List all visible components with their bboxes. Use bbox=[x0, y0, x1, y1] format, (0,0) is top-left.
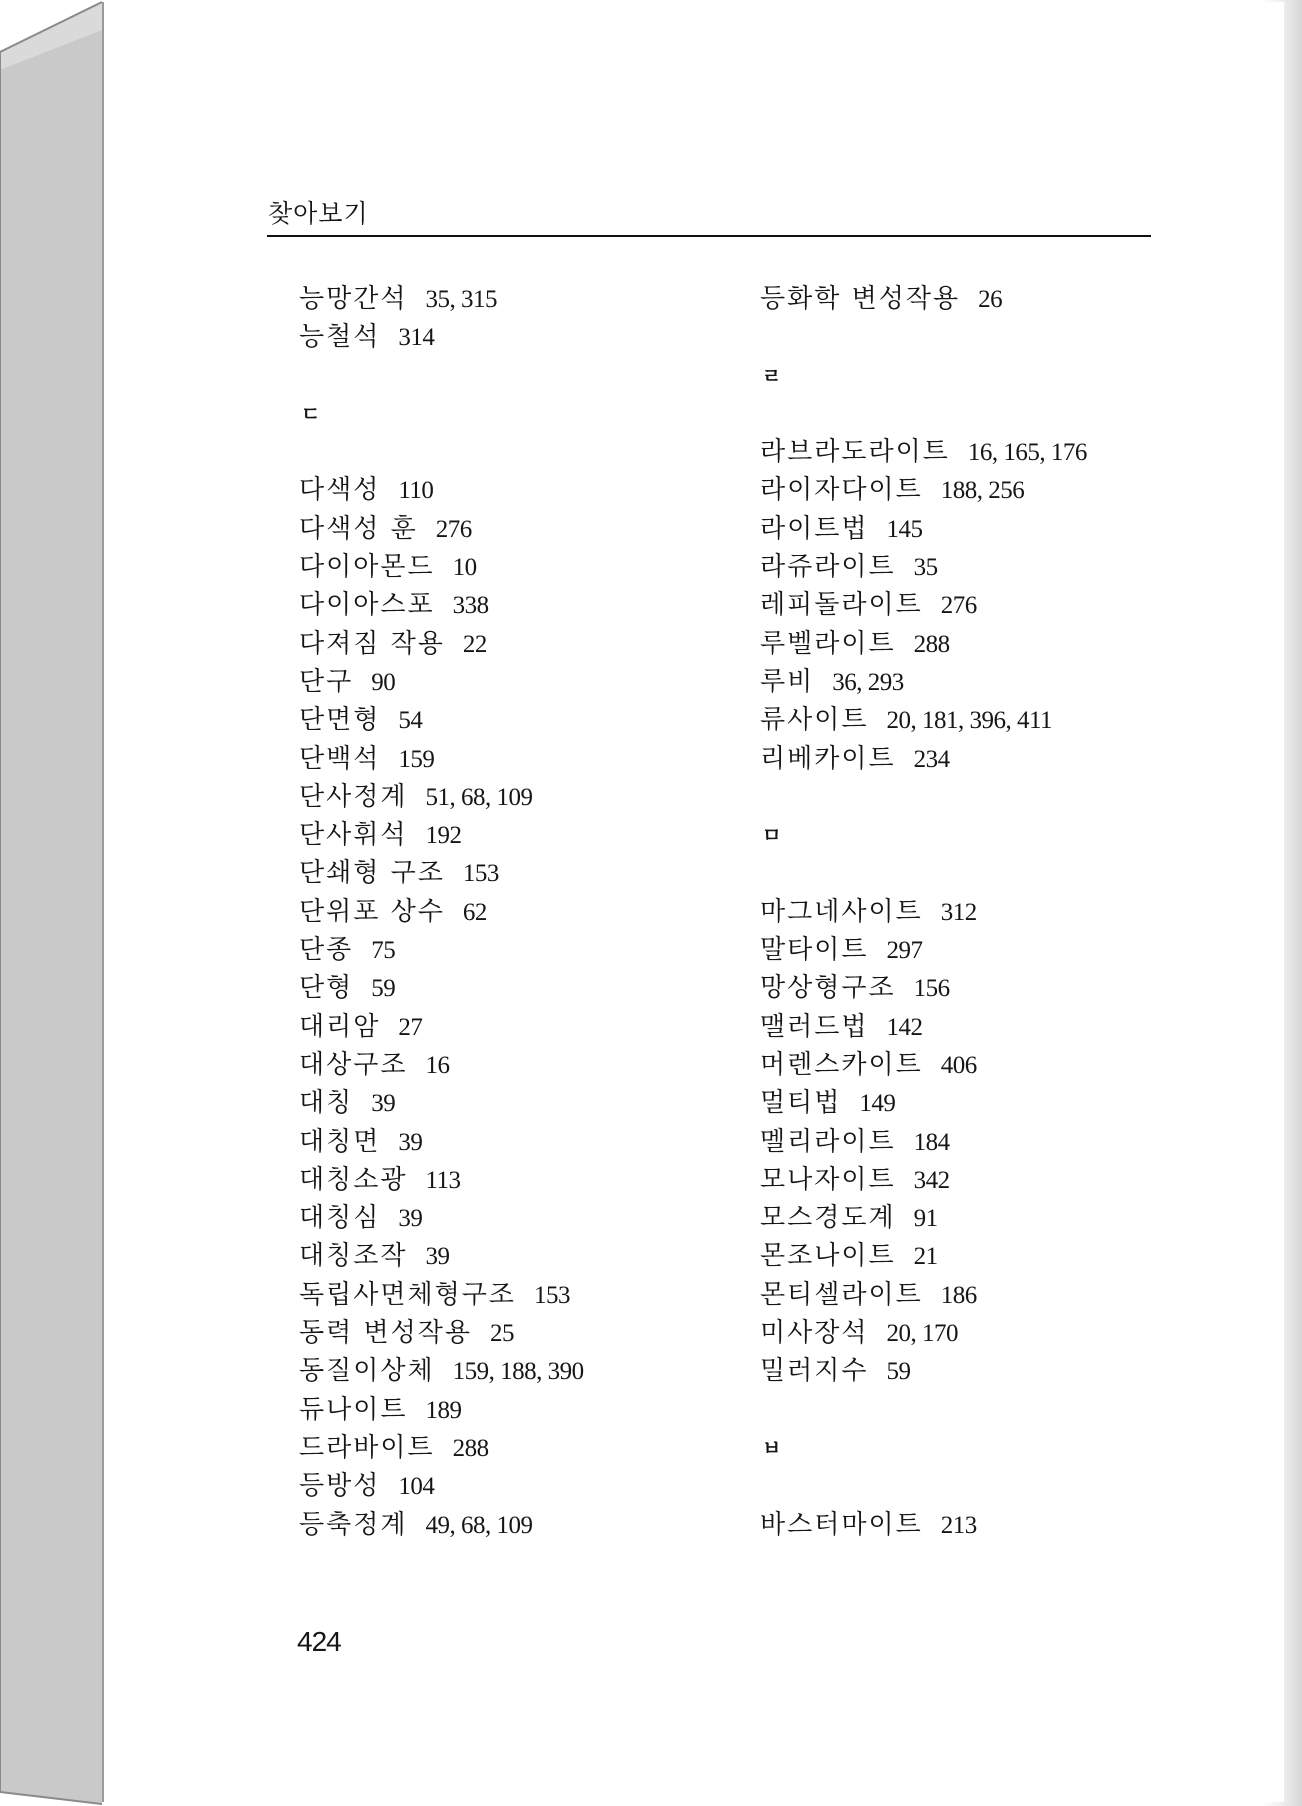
index-page-refs: 54 bbox=[398, 707, 423, 735]
running-head: 찾아보기 bbox=[268, 199, 369, 228]
index-term: 머렌스카이트 bbox=[760, 1049, 923, 1080]
index-term: 모스경도계 bbox=[760, 1203, 896, 1234]
book-spine-side bbox=[0, 0, 102, 1806]
index-page-refs: 342 bbox=[913, 1166, 950, 1194]
index-term: 말타이트 bbox=[760, 935, 869, 966]
index-term: 라쥬라이트 bbox=[760, 552, 896, 583]
index-term: 단면형 bbox=[299, 705, 381, 736]
index-page-refs: 49, 68, 109 bbox=[425, 1511, 533, 1539]
index-entry bbox=[299, 1467, 584, 1505]
index-page bbox=[102, 2, 1284, 1802]
index-entry bbox=[760, 1314, 1087, 1352]
index-term: 대칭심 bbox=[299, 1203, 381, 1234]
index-term: 대리암 bbox=[299, 1011, 381, 1042]
index-page-refs: 16, 165, 176 bbox=[967, 439, 1087, 467]
index-term: 동력 변성작용 bbox=[299, 1318, 472, 1349]
index-entry bbox=[760, 471, 1087, 509]
index-term: 라이트법 bbox=[760, 513, 869, 544]
index-page-refs: 338 bbox=[452, 592, 489, 620]
index-entry bbox=[760, 1161, 1087, 1199]
index-term: 밀러지수 bbox=[760, 1356, 869, 1387]
index-entry bbox=[760, 1506, 1087, 1544]
index-page-refs: 26 bbox=[978, 286, 1003, 313]
index-term: 단사휘석 bbox=[299, 820, 408, 851]
index-term: 단종 bbox=[299, 935, 354, 966]
index-page-refs: 10 bbox=[452, 554, 477, 582]
index-term: 몬조나이트 bbox=[760, 1241, 896, 1272]
index-entry bbox=[299, 1314, 584, 1352]
index-entry bbox=[760, 893, 1087, 931]
index-term: 등방성 bbox=[299, 1471, 381, 1502]
index-column-right bbox=[760, 280, 1087, 1544]
index-entry bbox=[760, 1276, 1087, 1314]
index-entry bbox=[299, 1391, 584, 1429]
index-page-refs: 22 bbox=[462, 630, 487, 658]
index-page-refs: 104 bbox=[398, 1473, 435, 1501]
index-term: 대칭면 bbox=[299, 1126, 381, 1157]
index-entry bbox=[299, 280, 584, 318]
index-page-refs: 406 bbox=[940, 1051, 977, 1079]
index-page-refs: 59 bbox=[886, 1358, 911, 1386]
index-entry bbox=[760, 663, 1087, 701]
index-page-refs: 35, 315 bbox=[425, 286, 497, 313]
index-term: 대칭조작 bbox=[299, 1241, 408, 1272]
index-entry bbox=[299, 1084, 584, 1122]
header-rule bbox=[267, 235, 1151, 237]
index-entry bbox=[299, 969, 584, 1007]
index-page-refs: 35 bbox=[913, 554, 938, 582]
index-entry bbox=[299, 510, 584, 548]
index-term: 대칭 bbox=[299, 1088, 354, 1119]
index-entry bbox=[299, 663, 584, 701]
index-entry bbox=[760, 969, 1087, 1007]
index-page-refs: 184 bbox=[913, 1128, 950, 1156]
index-entry bbox=[760, 1123, 1087, 1161]
index-term: 다색성 bbox=[299, 475, 381, 506]
index-entry bbox=[760, 433, 1087, 471]
index-entry bbox=[299, 778, 584, 816]
index-page-refs: 276 bbox=[435, 515, 472, 543]
index-page-refs: 234 bbox=[913, 745, 950, 773]
index-term: 듀나이트 bbox=[299, 1394, 408, 1425]
index-entry bbox=[299, 1352, 584, 1390]
index-entry bbox=[299, 931, 584, 969]
index-entry bbox=[760, 1084, 1087, 1122]
index-term: 대칭소광 bbox=[299, 1164, 408, 1195]
index-term: 망상형구조 bbox=[760, 973, 896, 1004]
index-page-refs: 39 bbox=[425, 1243, 450, 1271]
index-entry bbox=[299, 1161, 584, 1199]
index-page-refs: 142 bbox=[886, 1013, 923, 1041]
index-entry bbox=[299, 586, 584, 624]
index-term: 바스터마이트 bbox=[760, 1509, 923, 1540]
index-column-left bbox=[299, 280, 584, 1544]
index-page-refs: 39 bbox=[398, 1205, 423, 1233]
index-page-refs: 153 bbox=[533, 1281, 570, 1309]
index-entry bbox=[299, 1429, 584, 1467]
index-page-refs: 39 bbox=[398, 1128, 423, 1156]
index-term: 드라바이트 bbox=[299, 1432, 435, 1463]
index-term: 단형 bbox=[299, 973, 354, 1004]
index-page-refs: 288 bbox=[452, 1434, 489, 1462]
section-heading: ㅂ bbox=[762, 1435, 782, 1460]
spacer bbox=[760, 318, 1087, 356]
index-entry bbox=[299, 471, 584, 509]
index-term: 리베카이트 bbox=[760, 743, 896, 774]
index-entry bbox=[760, 1237, 1087, 1275]
index-page-refs: 51, 68, 109 bbox=[425, 783, 533, 811]
index-term: 단사정계 bbox=[299, 781, 408, 812]
index-term: 대상구조 bbox=[299, 1049, 408, 1080]
index-term: 라이자다이트 bbox=[760, 475, 923, 506]
index-term: 다이아몬드 bbox=[299, 552, 435, 583]
spacer bbox=[760, 395, 1087, 433]
spacer bbox=[760, 778, 1087, 816]
index-page-refs: 159 bbox=[398, 745, 435, 773]
index-entry bbox=[760, 701, 1087, 739]
index-entry bbox=[299, 740, 584, 778]
index-page-refs: 156 bbox=[913, 975, 950, 1003]
section-heading: ㄹ bbox=[762, 363, 782, 388]
index-entry bbox=[299, 1008, 584, 1046]
index-entry bbox=[299, 893, 584, 931]
index-page-refs: 297 bbox=[886, 937, 923, 965]
index-page-refs: 90 bbox=[371, 668, 396, 696]
index-page-refs: 312 bbox=[940, 898, 977, 926]
index-term: 다이아스포 bbox=[299, 590, 435, 621]
index-page-refs: 192 bbox=[425, 822, 462, 850]
page-number: 424 bbox=[297, 1626, 341, 1657]
index-page-refs: 113 bbox=[425, 1166, 461, 1194]
index-page-refs: 288 bbox=[913, 630, 950, 658]
spacer bbox=[299, 357, 584, 395]
index-term: 능망간석 bbox=[299, 284, 408, 314]
index-term: 단위포 상수 bbox=[299, 896, 445, 927]
index-page-refs: 16 bbox=[425, 1051, 450, 1079]
index-entry bbox=[299, 625, 584, 663]
section-heading: ㄷ bbox=[301, 401, 321, 426]
index-term: 단구 bbox=[299, 666, 354, 697]
index-term: 루비 bbox=[760, 666, 815, 697]
index-entry bbox=[760, 931, 1087, 969]
index-entry bbox=[760, 1046, 1087, 1084]
index-page-refs: 20, 181, 396, 411 bbox=[886, 707, 1053, 735]
index-term: 미사장석 bbox=[760, 1318, 869, 1349]
section-heading: ㅁ bbox=[762, 823, 782, 848]
index-term: 멜리라이트 bbox=[760, 1126, 896, 1157]
index-entry bbox=[760, 625, 1087, 663]
index-term: 동질이상체 bbox=[299, 1356, 435, 1387]
index-page-refs: 110 bbox=[398, 477, 434, 505]
index-term: 멀티법 bbox=[760, 1088, 842, 1119]
spacer bbox=[299, 433, 584, 471]
index-page-refs: 25 bbox=[489, 1320, 514, 1348]
index-entry bbox=[299, 701, 584, 739]
index-term: 모나자이트 bbox=[760, 1164, 896, 1195]
index-entry bbox=[299, 1237, 584, 1275]
index-page-refs: 39 bbox=[371, 1090, 396, 1118]
spacer bbox=[760, 854, 1087, 892]
index-entry bbox=[760, 280, 1087, 318]
index-term: 몬티셀라이트 bbox=[760, 1279, 923, 1310]
index-page-refs: 62 bbox=[462, 898, 487, 926]
index-page-refs: 145 bbox=[886, 515, 923, 543]
index-entry bbox=[299, 1199, 584, 1237]
index-term: 다져짐 작용 bbox=[299, 628, 445, 659]
index-term: 독립사면체형구조 bbox=[299, 1279, 516, 1310]
spacer bbox=[760, 1391, 1087, 1429]
index-term: 레피돌라이트 bbox=[760, 590, 923, 621]
index-entry bbox=[299, 1276, 584, 1314]
index-page-refs: 36, 293 bbox=[832, 668, 904, 696]
index-entry bbox=[299, 1506, 584, 1544]
index-term: 능철석 bbox=[299, 322, 381, 353]
index-entry bbox=[760, 548, 1087, 586]
index-term: 라브라도라이트 bbox=[760, 437, 950, 468]
index-entry bbox=[299, 816, 584, 854]
index-entry bbox=[299, 318, 584, 356]
index-term: 루벨라이트 bbox=[760, 628, 896, 659]
index-page-refs: 188, 256 bbox=[940, 477, 1025, 505]
index-page-refs: 276 bbox=[940, 592, 977, 620]
index-page-refs: 314 bbox=[398, 324, 435, 352]
index-entry bbox=[760, 1199, 1087, 1237]
index-entry bbox=[299, 1046, 584, 1084]
index-term: 등화학 변성작용 bbox=[760, 284, 961, 314]
index-term: 단쇄형 구조 bbox=[299, 858, 445, 889]
index-entry bbox=[760, 1008, 1087, 1046]
index-page-refs: 59 bbox=[371, 975, 396, 1003]
index-page-refs: 21 bbox=[913, 1243, 938, 1271]
index-entry bbox=[760, 740, 1087, 778]
spacer bbox=[760, 1467, 1087, 1505]
index-page-refs: 75 bbox=[371, 937, 396, 965]
index-page-refs: 189 bbox=[425, 1396, 462, 1424]
index-entry bbox=[760, 510, 1087, 548]
index-entry bbox=[760, 586, 1087, 624]
index-page-refs: 159, 188, 390 bbox=[452, 1358, 584, 1386]
index-page-refs: 27 bbox=[398, 1013, 423, 1041]
index-entry bbox=[299, 1123, 584, 1161]
index-entry bbox=[760, 1352, 1087, 1390]
index-term: 마그네사이트 bbox=[760, 896, 923, 927]
index-page-refs: 213 bbox=[940, 1511, 977, 1539]
index-page-refs: 186 bbox=[940, 1281, 977, 1309]
index-page-refs: 153 bbox=[462, 860, 499, 888]
index-term: 다색성 훈 bbox=[299, 513, 418, 544]
index-term: 맬러드법 bbox=[760, 1011, 869, 1042]
index-entry bbox=[299, 854, 584, 892]
index-term: 등축정계 bbox=[299, 1509, 408, 1540]
index-entry bbox=[299, 548, 584, 586]
index-term: 류사이트 bbox=[760, 705, 869, 736]
index-page-refs: 149 bbox=[859, 1090, 896, 1118]
index-page-refs: 20, 170 bbox=[886, 1320, 958, 1348]
index-term: 단백석 bbox=[299, 743, 381, 774]
index-page-refs: 91 bbox=[913, 1205, 938, 1233]
